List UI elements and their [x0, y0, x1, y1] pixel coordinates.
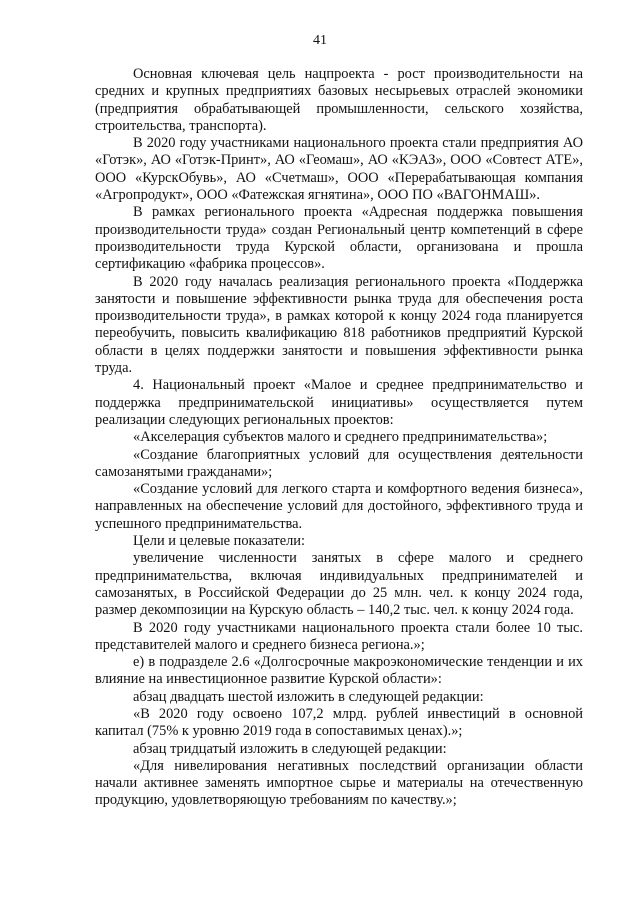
paragraph-5: 4. Национальный проект «Малое и среднее предпринимательство и поддержка предпринимательской инициативы» осуществляется путем реализации следующих региональных проектов: [95, 377, 583, 428]
document-body [95, 66, 583, 810]
paragraph-3: В рамках регионального проекта «Адресная поддержка повышения производительности труда» создан Региональный центр компетенций в сфере производительности труда Курской области, организована и прошла сертификацию «фабрика процессов». [95, 204, 583, 273]
paragraph-7: «Создание благоприятных условий для осуществления деятельности самозанятыми гражданами»; [95, 446, 583, 480]
paragraph-10: увеличение численности занятых в сфере малого и среднего предпринимательства, включая индивидуальных предпринимателей и самозанятых, в Российской Федерации до 25 млн. чел. к концу 2024 года, размер декомпозиции на Курскую область – 140,2 тыс. чел. к концу 2024 года. [95, 550, 583, 619]
paragraph-9: Цели и целевые показатели: [133, 533, 305, 550]
paragraph-6: «Акселерация субъектов малого и среднего предпринимательства»; [133, 429, 548, 446]
paragraph-2: В 2020 году участниками национального проекта стали предприятия АО «Готэк», АО «Готэк-Принт», АО «Геомаш», АО «КЭАЗ», ООО «Совтест АТЕ», ООО «КурскОбувь», АО «Счетмаш», ООО «Перерабатывающая компания «Агропродукт», ООО «Фатежская ягнятина», ООО ПО «ВАГОНМАШ». [95, 135, 583, 204]
paragraph-8: «Создание условий для легкого старта и комфортного ведения бизнеса», направленных на обеспечение условий для достойного, эффективного труда и успешного предпринимательства. [95, 481, 583, 532]
paragraph-4: В 2020 году началась реализация регионального проекта «Поддержка занятости и повышение эффективности рынка труда для обеспечения роста производительности труда», в рамках которой к концу 2024 года планируется переобучить, повысить квалификацию 818 работников предприятий Курской области в целях поддержки занятости и повышения эффективности рынка труда. [95, 273, 583, 377]
paragraph-15: абзац тридцатый изложить в следующей редакции: [133, 740, 447, 757]
paragraph-14: «В 2020 году освоено 107,2 млрд. рублей инвестиций в основной капитал (75% к уровню 2019 года в сопоставимых ценах).»; [95, 705, 583, 740]
paragraph-13: абзац двадцать шестой изложить в следующей редакции: [133, 688, 484, 705]
page-number: 41 [313, 33, 327, 48]
paragraph-11: В 2020 году участниками национального проекта стали более 10 тыс. представителей малого и среднего бизнеса региона.»; [95, 619, 583, 653]
paragraph-1: Основная ключевая цель нацпроекта - рост производительности на средних и крупных предприятиях базовых несырьевых отраслей экономики (предприятия обрабатывающей промышленности, сельского хозяйства, строительства, транспорта). [95, 66, 583, 134]
paragraph-12: е) в подразделе 2.6 «Долгосрочные макроэкономические тенденции и их влияние на инвестиционное развитие Курской области»: [95, 654, 583, 688]
paragraph-16: «Для нивелирования негативных последствий организации области начали активнее заменять импортное сырье и материалы на отечественную продукцию, удовлетворяющую требованиям по качеству.»; [95, 757, 583, 809]
